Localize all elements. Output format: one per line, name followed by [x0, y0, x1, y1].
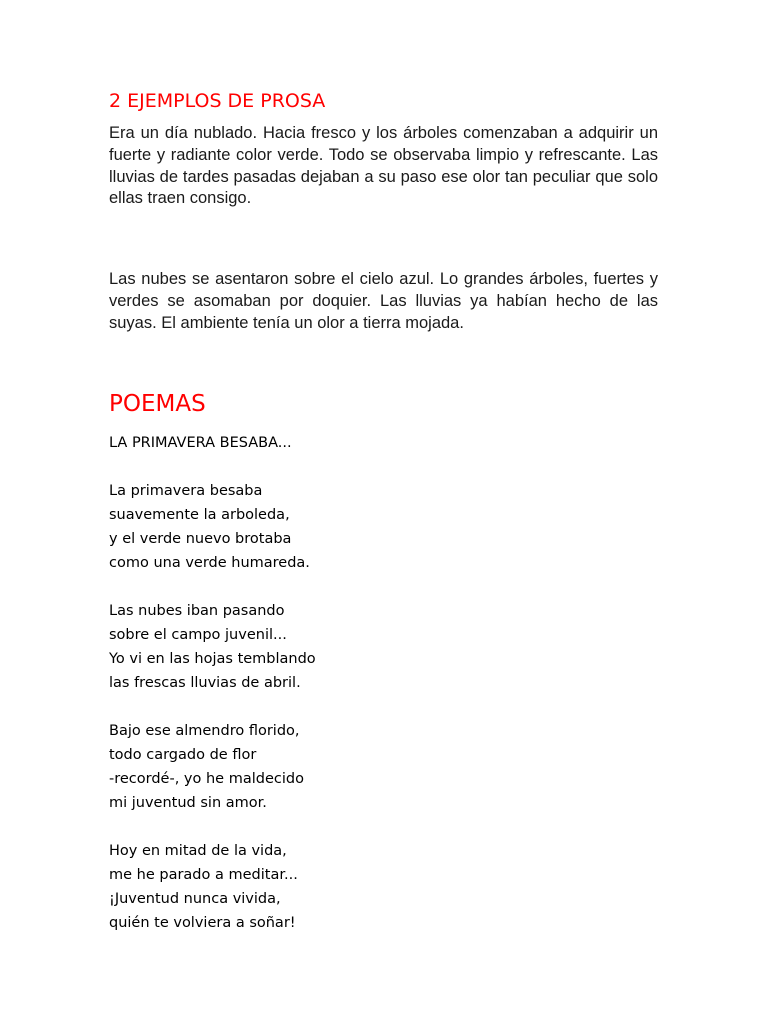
poem-verse: Bajo ese almendro florido, [109, 723, 300, 739]
poem-verse: las frescas lluvias de abril. [109, 675, 301, 691]
poem-verse: y el verde nuevo brotaba [109, 531, 292, 547]
poem-verse: quién te volviera a soñar! [109, 915, 296, 931]
poem-stanza-3 [109, 719, 316, 815]
poem-verse: todo cargado de flor [109, 747, 257, 763]
poem-stanza-1 [109, 479, 316, 575]
poem-title: LA PRIMAVERA BESABA... [109, 435, 292, 451]
poem-verse: La primavera besaba [109, 483, 263, 499]
poem-verse: ¡Juventud nunca vivida, [109, 891, 281, 907]
poem-verse: Hoy en mitad de la vida, [109, 843, 287, 859]
poem-verse: me he parado a meditar... [109, 867, 298, 883]
poem-verse: mi juventud sin amor. [109, 795, 267, 811]
poem-verse: suavemente la arboleda, [109, 507, 290, 523]
poem-stanza-2 [109, 599, 316, 695]
poem-verse: Las nubes iban pasando [109, 603, 285, 619]
poem-verse: -recordé-, yo he maldecido [109, 771, 304, 787]
poem [109, 431, 316, 959]
poem-stanza-4 [109, 839, 316, 935]
prose-paragraph-2: Las nubes se asentaron sobre el cielo azul. Lo grandes árboles, fuertes y verdes se asomaban por doquier. Las lluvias ya habían hecho de las suyas. El ambiente tenía un olor a tierra mojada. [109, 270, 658, 332]
poems-section-heading: POEMAS [109, 391, 206, 417]
poem-verse: Yo vi en las hojas temblando [109, 651, 316, 667]
prose-paragraph-1: Era un día nublado. Hacia fresco y los árboles comenzaban a adquirir un fuerte y radiante color verde. Todo se observaba limpio y refrescante. Las lluvias de tardes pasadas dejaban a su paso ese olor tan peculiar que solo ellas traen consigo. [109, 124, 658, 208]
poem-verse: como una verde humareda. [109, 555, 310, 571]
prose-section-heading: 2 EJEMPLOS DE PROSA [109, 90, 326, 112]
poem-verse: sobre el campo juvenil... [109, 627, 287, 643]
